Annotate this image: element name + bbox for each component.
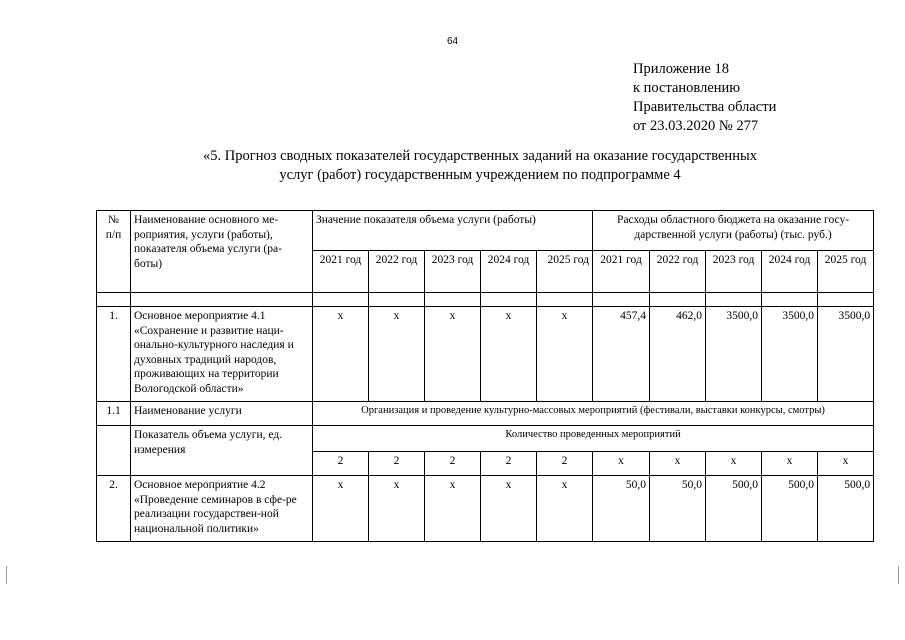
- volume-cell: х: [537, 307, 593, 402]
- appendix-block: [633, 60, 776, 136]
- row-num-cell: 2.: [97, 476, 131, 542]
- header-year-cell: 2023 год: [706, 251, 762, 293]
- row-name-cell: Наименование услуги: [131, 402, 313, 426]
- table-row: [97, 402, 874, 426]
- header-year-cell: 2025 год: [818, 251, 874, 293]
- volume-cell: х: [313, 476, 369, 542]
- appendix-line: Приложение 18: [633, 61, 729, 77]
- header-year-cell: 2022 год: [369, 251, 425, 293]
- appendix-line: от 23.03.2020 № 277: [633, 118, 759, 134]
- header-row: [97, 211, 874, 251]
- expense-cell: 3500,0: [706, 307, 762, 402]
- header-year-cell: 2024 год: [481, 251, 537, 293]
- expense-cell: 50,0: [593, 476, 650, 542]
- volume-cell: 2: [313, 452, 369, 476]
- expense-cell: х: [593, 452, 650, 476]
- header-year-cell: 2023 год: [425, 251, 481, 293]
- header-expense-group: Расходы областного бюджета на оказание госу-дарственной услуги (работы) (тыс. руб.): [593, 211, 874, 251]
- row-num-cell: 1.: [97, 307, 131, 402]
- header-year-cell: 2024 год: [762, 251, 818, 293]
- row-name-cell: Показатель объема услуги, ед. измерения: [131, 426, 313, 476]
- document-title: [150, 147, 810, 185]
- row-name-cell: Основное мероприятие 4.2 «Проведение семинаров в сфе-ре реализации государствен-ной национальной политики»: [131, 476, 313, 542]
- table-row: [97, 476, 874, 542]
- header-year-cell: 2021 год: [313, 251, 369, 293]
- volume-cell: х: [313, 307, 369, 402]
- volume-cell: х: [369, 476, 425, 542]
- title-line: услуг (работ) государственным учреждением по подпрограмме 4: [279, 167, 681, 183]
- title-line: «5. Прогноз сводных показателей государственных заданий на оказание государственных: [203, 148, 757, 164]
- forecast-table: [96, 210, 874, 542]
- volume-cell: 2: [369, 452, 425, 476]
- service-name-cell: Организация и проведение культурно-массовых мероприятий (фестивали, выставки конкурсы, смотры): [313, 402, 874, 426]
- volume-cell: х: [481, 476, 537, 542]
- header-volume-group: Значение показателя объема услуги (работы): [313, 211, 593, 251]
- header-num-line: п/п: [105, 228, 122, 241]
- scan-edge-mark: [6, 566, 7, 584]
- volume-cell: 2: [537, 452, 593, 476]
- scan-edge-mark: [898, 566, 899, 584]
- volume-cell: 2: [481, 452, 537, 476]
- appendix-line: Правительства области: [633, 99, 777, 115]
- header-name-cell: Наименование основного ме-роприятия, услуги (работы), показателя объема услуги (ра-боты): [131, 211, 313, 293]
- header-num-cell: [97, 211, 131, 293]
- header-num-line: №: [108, 214, 119, 226]
- spacer-row: [97, 293, 874, 307]
- row-num-cell: [97, 426, 131, 476]
- expense-cell: 500,0: [818, 476, 874, 542]
- volume-cell: х: [369, 307, 425, 402]
- appendix-line: к постановлению: [633, 80, 741, 96]
- header-year-cell: 2025 год: [537, 251, 593, 293]
- volume-cell: х: [537, 476, 593, 542]
- table-row: [97, 307, 874, 402]
- expense-cell: 3500,0: [762, 307, 818, 402]
- volume-cell: 2: [425, 452, 481, 476]
- page-number: 64: [446, 36, 459, 47]
- indicator-name-cell: Количество проведенных мероприятий: [313, 426, 874, 452]
- volume-cell: х: [481, 307, 537, 402]
- expense-cell: х: [762, 452, 818, 476]
- header-year-cell: 2022 год: [650, 251, 706, 293]
- expense-cell: 457,4: [593, 307, 650, 402]
- expense-cell: 3500,0: [818, 307, 874, 402]
- expense-cell: 500,0: [762, 476, 818, 542]
- expense-cell: х: [650, 452, 706, 476]
- row-num-cell: 1.1: [97, 402, 131, 426]
- expense-cell: 50,0: [650, 476, 706, 542]
- table-row: [97, 426, 874, 452]
- expense-cell: х: [706, 452, 762, 476]
- volume-cell: х: [425, 476, 481, 542]
- expense-cell: х: [818, 452, 874, 476]
- volume-cell: х: [425, 307, 481, 402]
- expense-cell: 500,0: [706, 476, 762, 542]
- expense-cell: 462,0: [650, 307, 706, 402]
- header-year-cell: 2021 год: [593, 251, 650, 293]
- row-name-cell: Основное мероприятие 4.1 «Сохранение и развитие наци-онально-культурного наследия и духовных традиций народов, проживающих на территории Вологодской области»: [131, 307, 313, 402]
